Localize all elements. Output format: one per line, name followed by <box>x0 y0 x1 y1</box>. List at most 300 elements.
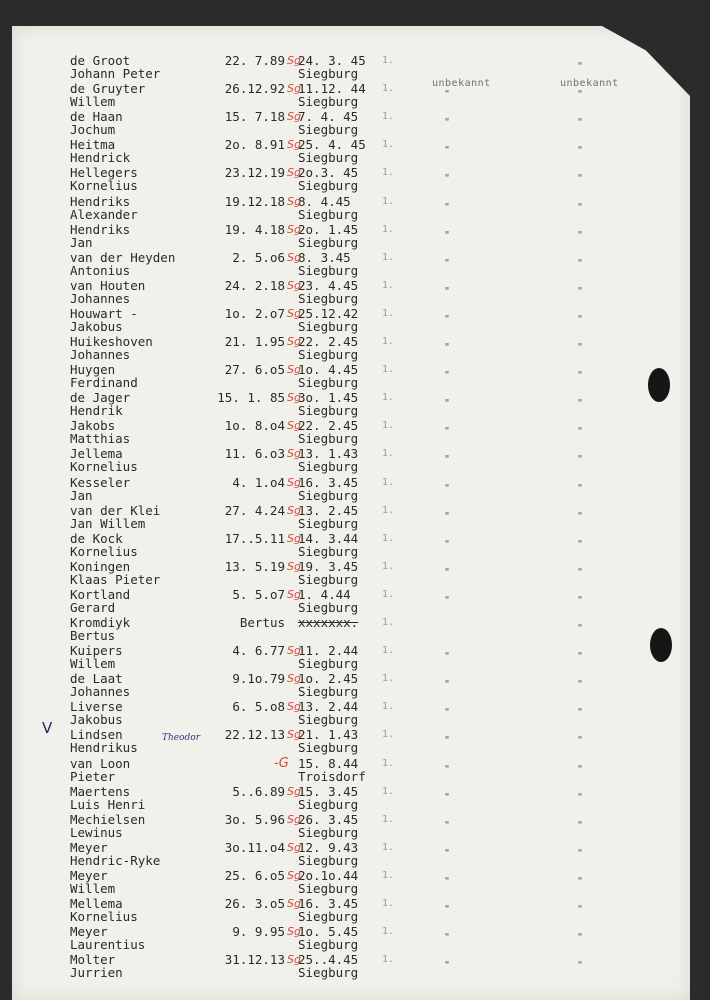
record-birth-date: 21. 1.95 <box>224 334 285 349</box>
record-ditto-right: " <box>577 89 584 101</box>
record-death-date: 23. 4.45 <box>298 277 359 293</box>
record-ditto-right: " <box>577 594 584 606</box>
record-ditto-left: " <box>444 875 451 887</box>
record-place: Siegburg <box>298 852 359 868</box>
record-ditto-right: " <box>577 932 584 944</box>
record-place: Siegburg <box>298 375 359 391</box>
red-sg-mark: Sg <box>287 250 301 264</box>
record-row <box>12 363 690 391</box>
record-birth-date: 5. 5.o7 <box>232 586 285 602</box>
record-row <box>12 447 690 475</box>
record-last-name: Huygen <box>70 362 116 378</box>
record-birth-date: 27. 4.24 <box>224 502 285 518</box>
record-ditto-left: " <box>444 370 451 382</box>
record-death-date: 11. 2.44 <box>298 643 359 659</box>
record-birth-date: 1o. 8.o4 <box>224 418 285 434</box>
header-unbekannt-left: unbekannt <box>432 78 491 89</box>
record-last-name: Huikeshoven <box>70 334 153 349</box>
record-ditto-right: " <box>577 454 584 466</box>
record-death-date: 15. 3.45 <box>298 783 359 799</box>
record-birth-date: 17..5.11 <box>224 530 285 546</box>
record-death-date: 1o. 4.45 <box>298 362 359 378</box>
record-ditto-right: " <box>577 566 584 578</box>
red-sg-mark: Sg <box>287 475 301 489</box>
record-birth-date: 2o. 8.91 <box>224 137 285 153</box>
record-row <box>12 251 690 279</box>
record-row <box>12 869 690 897</box>
record-ditto-right: " <box>577 960 584 972</box>
record-place: Siegburg <box>298 684 359 700</box>
record-first-name: Kornelius <box>70 543 138 559</box>
record-birth-date: 22.12.13 <box>224 727 285 743</box>
red-sg-mark: Sg <box>287 644 301 658</box>
record-birth-date: 6. 5.o8 <box>232 699 285 715</box>
record-last-name: Mellema <box>70 896 123 911</box>
show-through-text: 1. <box>382 532 395 544</box>
record-death-date: xxxxxxx. <box>298 615 359 630</box>
record-birth-date: 4. 6.77 <box>232 643 285 659</box>
record-row <box>12 391 690 419</box>
record-row <box>12 54 690 82</box>
record-ditto-left: " <box>444 679 451 691</box>
record-row <box>12 813 690 841</box>
record-birth-date: 2. 5.o6 <box>232 249 285 265</box>
show-through-text: 1. <box>382 617 395 628</box>
record-first-name: Willem <box>70 656 116 672</box>
record-ditto-left: " <box>444 707 451 719</box>
red-sg-mark: Sg <box>287 559 301 573</box>
record-first-name: Kornelius <box>70 459 138 475</box>
record-last-name: de Kock <box>70 530 123 546</box>
record-ditto-left: " <box>444 285 451 297</box>
record-death-date: 13. 2.44 <box>298 699 359 715</box>
show-through-text: 1. <box>382 251 395 263</box>
record-first-name: Johann Peter <box>70 66 161 81</box>
record-ditto-right: " <box>577 426 584 438</box>
record-birth-date: 23.12.19 <box>224 165 285 181</box>
record-ditto-right: " <box>577 875 584 887</box>
show-through-text: 1. <box>382 926 395 938</box>
record-death-date: 16. 3.45 <box>298 474 359 490</box>
show-through-text: 1. <box>382 785 395 797</box>
record-death-date: 1o. 5.45 <box>298 924 359 940</box>
record-ditto-left: " <box>444 594 451 606</box>
show-through-text: 1. <box>382 645 395 657</box>
record-row <box>12 279 690 307</box>
record-birth-date: 19. 4.18 <box>224 221 285 237</box>
record-death-date: 26. 3.45 <box>298 811 359 827</box>
record-place: Siegburg <box>298 290 359 306</box>
red-sg-mark: Sg <box>287 840 301 854</box>
record-death-date: 22. 2.45 <box>298 418 359 434</box>
record-first-name: Matthias <box>70 431 131 447</box>
record-first-name: Jochum <box>70 122 116 138</box>
record-ditto-left: " <box>444 313 451 325</box>
record-ditto-right: " <box>577 342 584 353</box>
record-last-name: Hendriks <box>70 193 131 209</box>
record-ditto-left: " <box>444 735 451 747</box>
record-birth-date: 9. 9.95 <box>232 924 285 940</box>
record-ditto-left: " <box>444 454 451 466</box>
record-row <box>12 335 690 363</box>
record-last-name: Hendriks <box>70 221 131 237</box>
record-ditto-right: " <box>577 538 584 550</box>
show-through-text: 1. <box>382 701 395 713</box>
record-place: Troisdorf <box>298 768 366 784</box>
record-row <box>12 728 690 756</box>
record-place: Siegburg <box>298 94 359 110</box>
record-row <box>12 504 690 532</box>
record-first-name: Jan Willem <box>70 515 146 531</box>
record-place: Siegburg <box>298 122 359 138</box>
record-ditto-right: " <box>577 482 584 494</box>
record-row <box>12 138 690 166</box>
show-through-text: 1. <box>382 673 395 685</box>
show-through-text: 1. <box>382 83 395 95</box>
record-row <box>12 672 690 700</box>
show-through-text: 1. <box>382 420 395 432</box>
record-ditto-left: " <box>444 791 451 803</box>
record-last-name: van Loon <box>70 755 131 771</box>
record-death-date: 21. 1.43 <box>298 727 359 743</box>
red-sg-mark: Sg <box>287 868 301 882</box>
record-birth-date: 5..6.89 <box>232 783 285 799</box>
record-row <box>12 476 690 504</box>
header-unbekannt-right: unbekannt <box>560 78 619 89</box>
red-sg-mark: Sg <box>287 138 301 152</box>
red-sg-mark: Sg <box>287 953 301 967</box>
record-row <box>12 897 690 925</box>
record-first-name: Klaas Pieter <box>70 571 161 587</box>
show-through-text: 1. <box>382 279 395 291</box>
show-through-text: 1. <box>382 476 395 488</box>
record-row <box>12 82 690 110</box>
red-sg-mark: Sg <box>287 447 301 461</box>
record-last-name: Kortland <box>70 586 131 602</box>
record-death-date: 25. 4. 45 <box>298 137 366 153</box>
record-row <box>12 700 690 728</box>
record-last-name: Meyer <box>70 924 108 940</box>
record-place: Siegburg <box>298 178 359 194</box>
record-first-name: Hendric-Ryke <box>70 852 161 868</box>
record-first-name: Alexander <box>70 206 138 222</box>
record-place: Siegburg <box>298 459 359 475</box>
record-ditto-left: " <box>444 229 451 241</box>
record-last-name: Meyer <box>70 839 108 855</box>
record-first-name: Pieter <box>70 768 116 784</box>
record-ditto-right: " <box>577 173 584 185</box>
record-first-name: Hendrick <box>70 150 131 166</box>
record-first-name: Johannes <box>70 347 131 362</box>
red-sg-mark: Sg <box>287 335 301 348</box>
record-last-name: de Groot <box>70 53 131 68</box>
record-ditto-left: " <box>444 960 451 972</box>
record-ditto-right: " <box>577 201 584 213</box>
record-place: Siegburg <box>298 937 359 953</box>
record-place: Siegburg <box>298 796 359 812</box>
record-last-name: de Laat <box>70 671 123 687</box>
record-first-name: Hendrikus <box>70 740 138 756</box>
record-ditto-right: " <box>577 707 584 719</box>
red-sg-mark: Sg <box>287 897 301 910</box>
record-ditto-right: " <box>577 398 584 410</box>
record-first-name: Jan <box>70 234 93 250</box>
record-death-date: 25..4.45 <box>298 952 359 968</box>
red-sg-mark: Sg <box>287 531 301 545</box>
record-place: Siegburg <box>298 515 359 531</box>
record-birth-date: 3o.11.o4 <box>224 839 285 855</box>
red-sg-mark: Sg <box>287 278 301 292</box>
record-last-name: Jakobs <box>70 418 116 434</box>
record-ditto-right: " <box>577 735 584 747</box>
record-ditto-right: " <box>577 370 584 382</box>
record-birth-date: 25. 6.o5 <box>224 867 285 883</box>
record-ditto-right: " <box>577 904 584 915</box>
record-birth-date: 26. 3.o5 <box>224 896 285 911</box>
record-birth-date: 15. 1. 85 <box>217 390 285 406</box>
record-place: Siegburg <box>298 880 359 896</box>
record-place: Siegburg <box>298 712 359 728</box>
record-row <box>12 110 690 138</box>
record-last-name: Meyer <box>70 867 108 883</box>
record-place: Siegburg <box>298 66 359 81</box>
record-row <box>12 616 690 644</box>
show-through-text: 1. <box>382 111 395 123</box>
record-death-date: 24. 3. 45 <box>298 53 366 68</box>
record-birth-date: 1o. 2.o7 <box>224 305 285 321</box>
show-through-text: 1. <box>382 167 395 179</box>
record-ditto-right: " <box>577 285 584 297</box>
red-sg-mark: Sg <box>287 587 301 601</box>
record-last-name: Jellema <box>70 446 123 462</box>
record-last-name: de Jager <box>70 390 131 406</box>
record-death-date: 1o. 2.45 <box>298 671 359 687</box>
record-row <box>12 166 690 194</box>
record-last-name: de Haan <box>70 109 123 125</box>
record-first-name: Jakobus <box>70 318 123 334</box>
record-death-date: 7. 4. 45 <box>298 109 359 125</box>
record-last-name: Houwart - <box>70 305 138 321</box>
record-death-date: 8. 3.45 <box>298 249 351 265</box>
record-row <box>12 953 690 981</box>
record-ditto-right: " <box>577 819 584 831</box>
show-through-text: 1. <box>382 869 395 881</box>
red-sg-mark: Sg <box>287 166 301 180</box>
record-death-date: 22. 2.45 <box>298 334 359 349</box>
record-last-name: Mechielsen <box>70 811 146 827</box>
show-through-text: 1. <box>382 954 395 966</box>
red-sg-mark: Sg <box>287 194 301 208</box>
red-sg-mark: Sg <box>287 54 301 67</box>
check-mark: V <box>42 719 53 737</box>
show-through-text: 1. <box>382 588 395 600</box>
record-last-name: de Gruyter <box>70 81 146 97</box>
record-first-name: Lewinus <box>70 824 123 840</box>
record-ditto-left: " <box>444 847 451 859</box>
record-ditto-right: " <box>577 313 584 325</box>
record-ditto-right: " <box>577 791 584 803</box>
record-death-date: 15. 8.44 <box>298 755 359 771</box>
record-ditto-left: " <box>444 932 451 944</box>
record-birth-date: 13. 5.19 <box>224 558 285 574</box>
record-death-date: 1. 4.44 <box>298 586 351 602</box>
show-through-text: 1. <box>382 504 395 516</box>
record-last-name: van der Klei <box>70 502 161 518</box>
record-first-name: Willem <box>70 880 116 896</box>
record-place: Siegburg <box>298 909 359 924</box>
record-row <box>12 925 690 953</box>
record-death-date: 19. 3.45 <box>298 558 359 574</box>
record-ditto-left: " <box>444 566 451 578</box>
record-death-date: 8. 4.45 <box>298 193 351 209</box>
record-birth-date: 11. 6.o3 <box>224 446 285 462</box>
record-row <box>12 419 690 447</box>
record-ditto-left: " <box>444 482 451 494</box>
show-through-text: 1. <box>382 448 395 460</box>
record-ditto-left: " <box>444 426 451 438</box>
record-ditto-left: " <box>444 398 451 410</box>
show-through-text: 1. <box>382 841 395 853</box>
record-place: Siegburg <box>298 150 359 166</box>
record-place: Siegburg <box>298 431 359 447</box>
record-place: Siegburg <box>298 234 359 250</box>
record-first-name: Laurentius <box>70 937 146 953</box>
record-ditto-right: " <box>577 763 584 775</box>
record-ditto-right: " <box>577 847 584 859</box>
show-through-text: 1. <box>382 336 395 347</box>
record-first-name: Bertus <box>70 628 116 643</box>
record-ditto-right: " <box>577 145 584 157</box>
red-sg-mark: Sg <box>287 700 301 714</box>
record-first-name: Jakobus <box>70 712 123 728</box>
record-place: Siegburg <box>298 599 359 615</box>
record-last-name: Hellegers <box>70 165 138 181</box>
record-death-date: 2o.3. 45 <box>298 165 359 181</box>
record-ditto-right: " <box>577 229 584 241</box>
record-birth-date: 3o. 5.96 <box>224 811 285 827</box>
record-first-name: Gerard <box>70 599 116 615</box>
red-sg-mark: Sg <box>287 391 301 405</box>
red-sg-mark: Sg <box>287 925 301 939</box>
record-death-date: 25.12.42 <box>298 305 359 321</box>
record-last-name: Koningen <box>70 558 131 574</box>
record-last-name: Maertens <box>70 783 131 799</box>
record-place: Siegburg <box>298 262 359 278</box>
record-birth-date: 22. 7.89 <box>224 53 285 68</box>
record-death-date: 3o. 1.45 <box>298 390 359 406</box>
red-sg-mark: Sg <box>287 812 301 826</box>
record-birth-date: 4. 1.o4 <box>232 474 285 490</box>
record-last-name: Liverse <box>70 699 123 715</box>
record-birth-date: Bertus <box>239 615 285 630</box>
record-first-name: Kornelius <box>70 178 138 194</box>
record-place: Siegburg <box>298 571 359 587</box>
record-place: Siegburg <box>298 206 359 222</box>
record-death-date: 14. 3.44 <box>298 530 359 546</box>
record-last-name: Lindsen <box>70 727 123 743</box>
record-first-name: Jurrien <box>70 965 123 981</box>
record-place: Siegburg <box>298 824 359 840</box>
record-ditto-right: " <box>577 257 584 269</box>
show-through-text: 1. <box>382 364 395 376</box>
record-place: Siegburg <box>298 318 359 334</box>
record-row <box>12 195 690 223</box>
document-page <box>12 26 690 1000</box>
record-place: Siegburg <box>298 740 359 756</box>
record-birth-date: 9.1o.79 <box>232 671 285 687</box>
record-birth-date: 19.12.18 <box>224 193 285 209</box>
record-ditto-left: " <box>444 763 451 775</box>
record-first-name: Antonius <box>70 262 131 278</box>
red-sg-mark: Sg <box>287 672 301 686</box>
record-first-name: Jan <box>70 487 93 503</box>
record-row <box>12 588 690 616</box>
record-ditto-right: " <box>577 510 584 522</box>
record-ditto-left: " <box>444 651 451 663</box>
record-place: Siegburg <box>298 965 359 981</box>
record-row <box>12 757 690 785</box>
record-ditto-left: " <box>444 819 451 831</box>
record-last-name: Kesseler <box>70 474 131 490</box>
record-ditto-right: " <box>577 61 584 72</box>
record-ditto-right: " <box>577 623 584 634</box>
record-ditto-right: " <box>577 651 584 663</box>
show-through-text: 1. <box>382 307 395 319</box>
show-through-text: 1. <box>382 223 395 235</box>
red-sg-mark: Sg <box>287 419 301 433</box>
record-first-name: Johannes <box>70 290 131 306</box>
record-death-date: 13. 1.43 <box>298 446 359 462</box>
record-birth-date: 24. 2.18 <box>224 277 285 293</box>
record-ditto-left: " <box>444 904 451 915</box>
record-first-name: Hendrik <box>70 403 123 419</box>
record-death-date: 16. 3.45 <box>298 896 359 911</box>
record-birth-date: 15. 7.18 <box>224 109 285 125</box>
record-last-name: Kromdiyk <box>70 615 131 630</box>
show-through-text: 1. <box>382 195 395 207</box>
record-place: Siegburg <box>298 403 359 419</box>
handwritten-theodor: Theodor <box>162 733 201 743</box>
record-last-name: Molter <box>70 952 116 968</box>
record-first-name: Ferdinand <box>70 375 138 391</box>
record-row <box>12 532 690 560</box>
red-sg-mark: Sg <box>287 503 301 517</box>
red-sg-mark: Sg <box>287 363 301 377</box>
record-first-name: Willem <box>70 94 116 110</box>
record-birth-date: 27. 6.o5 <box>224 362 285 378</box>
record-death-date: 12. 9.43 <box>298 839 359 855</box>
record-ditto-left: " <box>444 173 451 185</box>
red-sg-mark: Sg <box>287 110 301 124</box>
record-last-name: Kuipers <box>70 643 123 659</box>
record-ditto-left: " <box>444 257 451 269</box>
red-sg-mark: Sg <box>287 784 301 798</box>
record-last-name: van Houten <box>70 277 146 293</box>
show-through-text: 1. <box>382 898 395 909</box>
record-death-date: 11.12. 44 <box>298 81 366 97</box>
show-through-text: 1. <box>382 560 395 572</box>
show-through-text: 1. <box>382 757 395 769</box>
record-ditto-right: " <box>577 679 584 691</box>
record-ditto-right: " <box>577 117 584 129</box>
record-row <box>12 560 690 588</box>
red-dagger-mark: -G <box>274 755 289 771</box>
record-place: Siegburg <box>298 543 359 559</box>
record-ditto-left: " <box>444 117 451 129</box>
record-row <box>12 841 690 869</box>
record-row <box>12 644 690 672</box>
record-row <box>12 785 690 813</box>
